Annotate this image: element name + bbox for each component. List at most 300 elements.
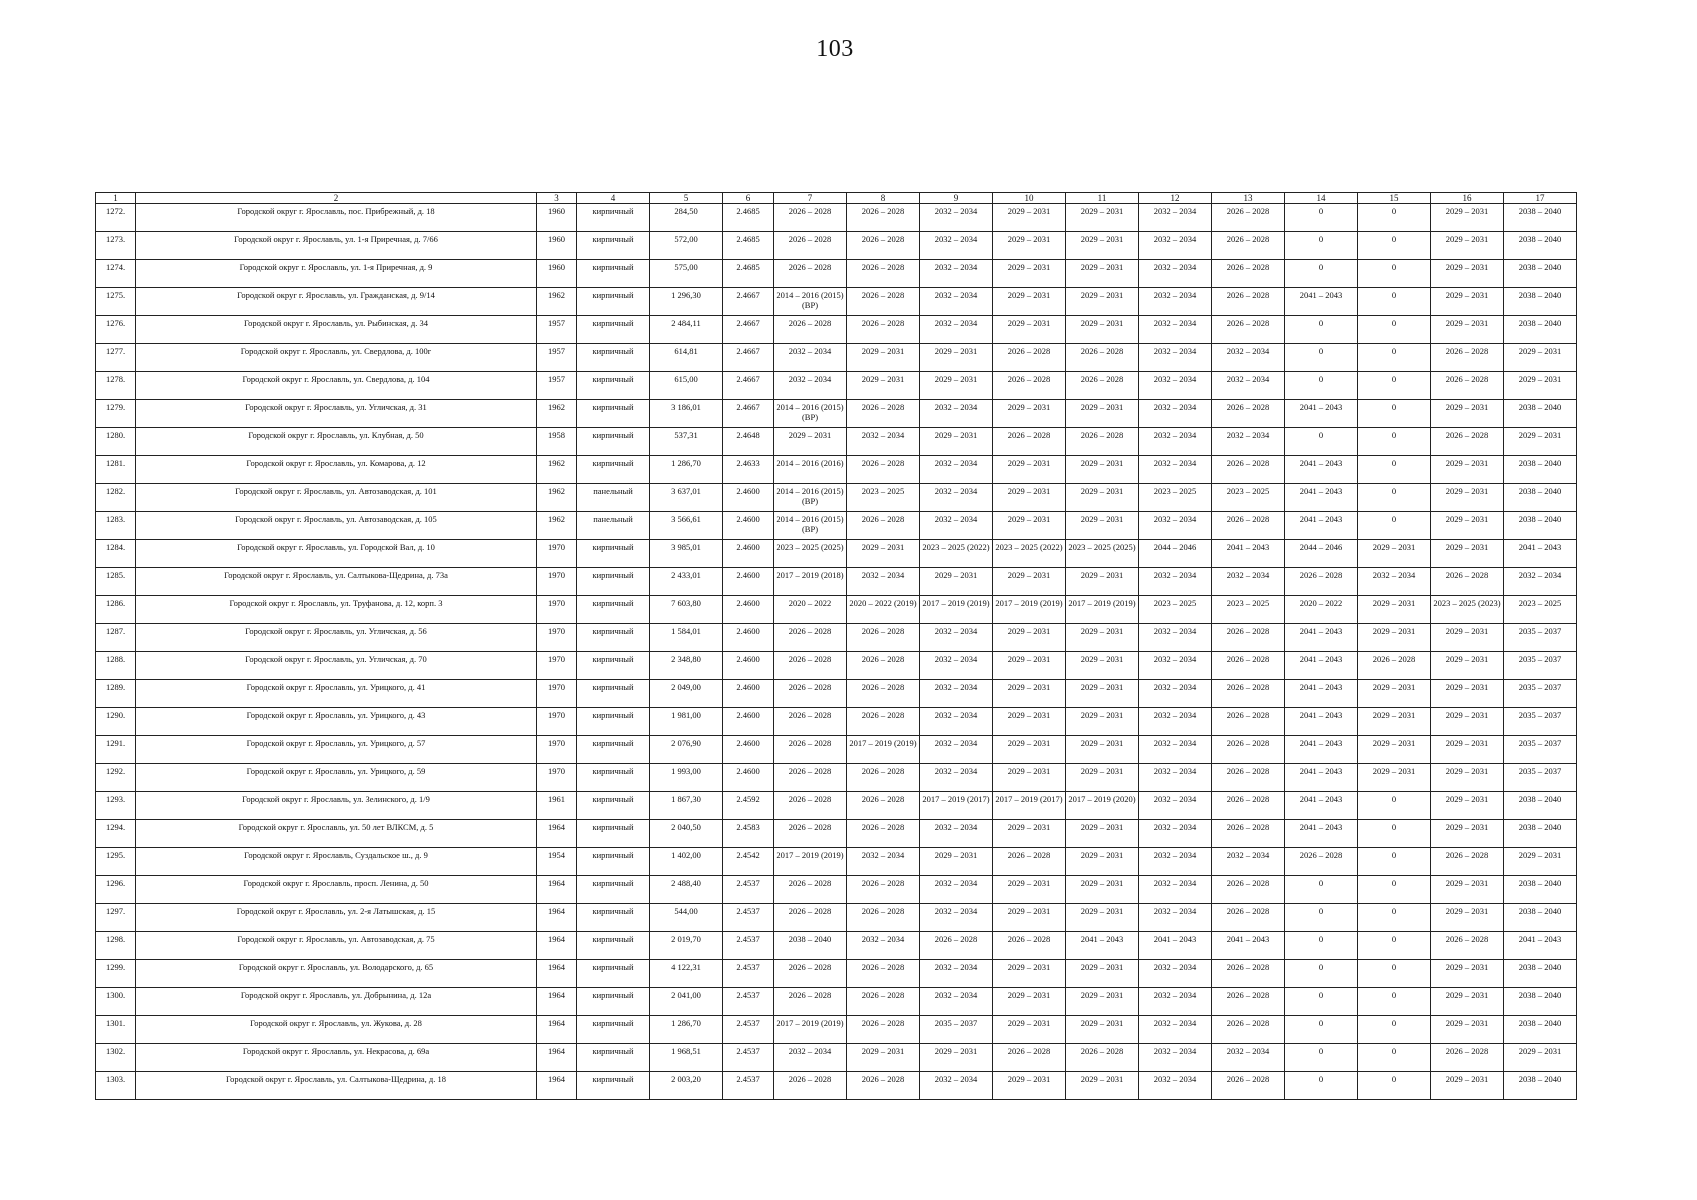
row-number-cell: 1274.: [96, 260, 136, 288]
year-built-cell: 1970: [537, 596, 577, 624]
period-col-13-cell: 2032 – 2034: [1212, 1044, 1285, 1072]
period-col-7-cell: 2026 – 2028: [774, 204, 847, 232]
period-col-9-cell: 2032 – 2034: [920, 456, 993, 484]
area-cell: 2 484,11: [650, 316, 723, 344]
period-col-13-cell: 2026 – 2028: [1212, 456, 1285, 484]
row-number-cell: 1290.: [96, 708, 136, 736]
row-number-cell: 1284.: [96, 540, 136, 568]
period-col-12-cell: 2032 – 2034: [1139, 848, 1212, 876]
period-col-14-cell: 0: [1285, 232, 1358, 260]
period-col-14-cell: 2041 – 2043: [1285, 512, 1358, 540]
period-col-10-cell: 2029 – 2031: [993, 400, 1066, 428]
period-col-10-cell: 2026 – 2028: [993, 1044, 1066, 1072]
row-number-cell: 1303.: [96, 1072, 136, 1100]
period-col-9-cell: 2032 – 2034: [920, 904, 993, 932]
column-header-17: 17: [1504, 193, 1577, 204]
period-col-17-cell: 2038 – 2040: [1504, 288, 1577, 316]
coefficient-cell: 2.4685: [723, 204, 774, 232]
address-cell: Городской округ г. Ярославль, ул. Городской Вал, д. 10: [136, 540, 537, 568]
area-cell: 2 003,20: [650, 1072, 723, 1100]
period-col-9-cell: 2032 – 2034: [920, 876, 993, 904]
row-number-cell: 1277.: [96, 344, 136, 372]
period-col-7-cell: 2032 – 2034: [774, 1044, 847, 1072]
period-col-10-cell: 2029 – 2031: [993, 876, 1066, 904]
wall-material-cell: кирпичный: [577, 988, 650, 1016]
period-col-17-cell: 2038 – 2040: [1504, 792, 1577, 820]
period-col-7-cell: 2026 – 2028: [774, 680, 847, 708]
period-col-14-cell: 0: [1285, 904, 1358, 932]
period-col-16-cell: 2029 – 2031: [1431, 652, 1504, 680]
area-cell: 1 993,00: [650, 764, 723, 792]
period-col-15-cell: 0: [1358, 260, 1431, 288]
period-col-9-cell: 2032 – 2034: [920, 260, 993, 288]
period-col-17-cell: 2029 – 2031: [1504, 1044, 1577, 1072]
period-col-8-cell: 2026 – 2028: [847, 204, 920, 232]
period-col-16-cell: 2029 – 2031: [1431, 988, 1504, 1016]
period-col-17-cell: 2041 – 2043: [1504, 932, 1577, 960]
period-col-8-cell: 2026 – 2028: [847, 792, 920, 820]
period-col-14-cell: 2041 – 2043: [1285, 456, 1358, 484]
wall-material-cell: кирпичный: [577, 736, 650, 764]
coefficient-cell: 2.4667: [723, 316, 774, 344]
period-col-15-cell: 2032 – 2034: [1358, 568, 1431, 596]
period-col-7-cell: 2026 – 2028: [774, 260, 847, 288]
period-col-8-cell: 2023 – 2025: [847, 484, 920, 512]
column-number-header-row: [96, 193, 1577, 204]
period-col-17-cell: 2038 – 2040: [1504, 1016, 1577, 1044]
period-col-15-cell: 2029 – 2031: [1358, 764, 1431, 792]
address-cell: Городской округ г. Ярославль, просп. Ленина, д. 50: [136, 876, 537, 904]
period-col-7-cell: 2026 – 2028: [774, 876, 847, 904]
period-col-14-cell: 0: [1285, 932, 1358, 960]
year-built-cell: 1958: [537, 428, 577, 456]
address-cell: Городской округ г. Ярославль, ул. Жукова, д. 28: [136, 1016, 537, 1044]
period-col-12-cell: 2032 – 2034: [1139, 344, 1212, 372]
period-col-16-cell: 2029 – 2031: [1431, 540, 1504, 568]
period-col-10-cell: 2029 – 2031: [993, 820, 1066, 848]
period-col-13-cell: 2026 – 2028: [1212, 764, 1285, 792]
period-col-8-cell: 2029 – 2031: [847, 540, 920, 568]
address-cell: Городской округ г. Ярославль, ул. Угличская, д. 70: [136, 652, 537, 680]
wall-material-cell: кирпичный: [577, 960, 650, 988]
coefficient-cell: 2.4667: [723, 400, 774, 428]
period-col-8-cell: 2026 – 2028: [847, 1016, 920, 1044]
period-col-7-cell: 2032 – 2034: [774, 344, 847, 372]
period-col-7-cell: 2026 – 2028: [774, 624, 847, 652]
period-col-17-cell: 2038 – 2040: [1504, 484, 1577, 512]
area-cell: 2 040,50: [650, 820, 723, 848]
table-row: [96, 456, 1577, 484]
area-cell: 3 566,61: [650, 512, 723, 540]
period-col-8-cell: 2017 – 2019 (2019): [847, 736, 920, 764]
period-col-9-cell: 2032 – 2034: [920, 652, 993, 680]
area-cell: 615,00: [650, 372, 723, 400]
period-col-14-cell: 0: [1285, 1044, 1358, 1072]
address-cell: Городской округ г. Ярославль, ул. Труфанова, д. 12, корп. 3: [136, 596, 537, 624]
area-cell: 2 041,00: [650, 988, 723, 1016]
table-row: [96, 736, 1577, 764]
period-col-15-cell: 2026 – 2028: [1358, 652, 1431, 680]
period-col-10-cell: 2029 – 2031: [993, 512, 1066, 540]
area-cell: 1 286,70: [650, 456, 723, 484]
period-col-14-cell: 2044 – 2046: [1285, 540, 1358, 568]
period-col-8-cell: 2026 – 2028: [847, 708, 920, 736]
table-row: [96, 316, 1577, 344]
period-col-9-cell: 2032 – 2034: [920, 316, 993, 344]
period-col-10-cell: 2029 – 2031: [993, 652, 1066, 680]
period-col-8-cell: 2032 – 2034: [847, 428, 920, 456]
period-col-13-cell: 2041 – 2043: [1212, 932, 1285, 960]
period-col-17-cell: 2038 – 2040: [1504, 204, 1577, 232]
period-col-14-cell: 2041 – 2043: [1285, 708, 1358, 736]
period-col-13-cell: 2026 – 2028: [1212, 288, 1285, 316]
period-col-9-cell: 2017 – 2019 (2019): [920, 596, 993, 624]
period-col-16-cell: 2029 – 2031: [1431, 456, 1504, 484]
area-cell: 2 433,01: [650, 568, 723, 596]
period-col-11-cell: 2029 – 2031: [1066, 904, 1139, 932]
period-col-16-cell: 2029 – 2031: [1431, 400, 1504, 428]
area-cell: 284,50: [650, 204, 723, 232]
coefficient-cell: 2.4600: [723, 540, 774, 568]
period-col-15-cell: 0: [1358, 904, 1431, 932]
year-built-cell: 1964: [537, 876, 577, 904]
year-built-cell: 1964: [537, 1044, 577, 1072]
period-col-7-cell: 2014 – 2016 (2016): [774, 456, 847, 484]
period-col-13-cell: 2026 – 2028: [1212, 904, 1285, 932]
period-col-12-cell: 2032 – 2034: [1139, 1072, 1212, 1100]
period-col-14-cell: 2041 – 2043: [1285, 764, 1358, 792]
year-built-cell: 1962: [537, 400, 577, 428]
row-number-cell: 1289.: [96, 680, 136, 708]
period-col-12-cell: 2023 – 2025: [1139, 484, 1212, 512]
period-col-11-cell: 2029 – 2031: [1066, 624, 1139, 652]
period-col-7-cell: 2026 – 2028: [774, 736, 847, 764]
period-col-12-cell: 2041 – 2043: [1139, 932, 1212, 960]
period-col-8-cell: 2026 – 2028: [847, 316, 920, 344]
period-col-13-cell: 2023 – 2025: [1212, 596, 1285, 624]
period-col-8-cell: 2020 – 2022 (2019): [847, 596, 920, 624]
period-col-14-cell: 0: [1285, 428, 1358, 456]
period-col-16-cell: 2029 – 2031: [1431, 316, 1504, 344]
period-col-10-cell: 2026 – 2028: [993, 344, 1066, 372]
period-col-9-cell: 2017 – 2019 (2017): [920, 792, 993, 820]
wall-material-cell: кирпичный: [577, 204, 650, 232]
wall-material-cell: кирпичный: [577, 1016, 650, 1044]
period-col-10-cell: 2029 – 2031: [993, 708, 1066, 736]
period-col-14-cell: 2041 – 2043: [1285, 400, 1358, 428]
period-col-9-cell: 2026 – 2028: [920, 932, 993, 960]
period-col-14-cell: 0: [1285, 316, 1358, 344]
row-number-cell: 1296.: [96, 876, 136, 904]
area-cell: 2 049,00: [650, 680, 723, 708]
period-col-8-cell: 2032 – 2034: [847, 932, 920, 960]
period-col-8-cell: 2026 – 2028: [847, 260, 920, 288]
wall-material-cell: кирпичный: [577, 316, 650, 344]
period-col-17-cell: 2035 – 2037: [1504, 708, 1577, 736]
period-col-10-cell: 2023 – 2025 (2022): [993, 540, 1066, 568]
period-col-10-cell: 2017 – 2019 (2019): [993, 596, 1066, 624]
period-col-8-cell: 2026 – 2028: [847, 764, 920, 792]
period-col-8-cell: 2026 – 2028: [847, 400, 920, 428]
period-col-10-cell: 2029 – 2031: [993, 316, 1066, 344]
coefficient-cell: 2.4685: [723, 232, 774, 260]
wall-material-cell: кирпичный: [577, 260, 650, 288]
area-cell: 575,00: [650, 260, 723, 288]
period-col-9-cell: 2032 – 2034: [920, 624, 993, 652]
period-col-15-cell: 2029 – 2031: [1358, 736, 1431, 764]
period-col-15-cell: 0: [1358, 456, 1431, 484]
period-col-14-cell: 2041 – 2043: [1285, 288, 1358, 316]
period-col-7-cell: 2017 – 2019 (2019): [774, 848, 847, 876]
period-col-11-cell: 2029 – 2031: [1066, 260, 1139, 288]
period-col-7-cell: 2014 – 2016 (2015) (ВР): [774, 400, 847, 428]
address-cell: Городской округ г. Ярославль, ул. 1-я Приречная, д. 9: [136, 260, 537, 288]
coefficient-cell: 2.4537: [723, 960, 774, 988]
column-header-2: 2: [136, 193, 537, 204]
period-col-13-cell: 2032 – 2034: [1212, 848, 1285, 876]
table-row: [96, 288, 1577, 316]
period-col-9-cell: 2029 – 2031: [920, 344, 993, 372]
period-col-10-cell: 2029 – 2031: [993, 288, 1066, 316]
period-col-12-cell: 2032 – 2034: [1139, 652, 1212, 680]
coefficient-cell: 2.4667: [723, 372, 774, 400]
table-row: [96, 820, 1577, 848]
coefficient-cell: 2.4537: [723, 932, 774, 960]
wall-material-cell: кирпичный: [577, 848, 650, 876]
period-col-10-cell: 2026 – 2028: [993, 372, 1066, 400]
column-header-6: 6: [723, 193, 774, 204]
period-col-12-cell: 2044 – 2046: [1139, 540, 1212, 568]
table-row: [96, 624, 1577, 652]
year-built-cell: 1960: [537, 260, 577, 288]
period-col-12-cell: 2023 – 2025: [1139, 596, 1212, 624]
period-col-16-cell: 2026 – 2028: [1431, 848, 1504, 876]
year-built-cell: 1957: [537, 372, 577, 400]
row-number-cell: 1298.: [96, 932, 136, 960]
period-col-14-cell: 0: [1285, 260, 1358, 288]
period-col-15-cell: 2029 – 2031: [1358, 680, 1431, 708]
row-number-cell: 1282.: [96, 484, 136, 512]
address-cell: Городской округ г. Ярославль, ул. Володарского, д. 65: [136, 960, 537, 988]
coefficient-cell: 2.4633: [723, 456, 774, 484]
period-col-12-cell: 2032 – 2034: [1139, 1016, 1212, 1044]
period-col-9-cell: 2032 – 2034: [920, 232, 993, 260]
period-col-10-cell: 2029 – 2031: [993, 1016, 1066, 1044]
period-col-11-cell: 2029 – 2031: [1066, 568, 1139, 596]
period-col-9-cell: 2032 – 2034: [920, 736, 993, 764]
coefficient-cell: 2.4537: [723, 988, 774, 1016]
year-built-cell: 1962: [537, 288, 577, 316]
period-col-8-cell: 2029 – 2031: [847, 344, 920, 372]
row-number-cell: 1291.: [96, 736, 136, 764]
row-number-cell: 1272.: [96, 204, 136, 232]
period-col-8-cell: 2032 – 2034: [847, 848, 920, 876]
period-col-13-cell: 2026 – 2028: [1212, 876, 1285, 904]
period-col-12-cell: 2032 – 2034: [1139, 372, 1212, 400]
period-col-8-cell: 2026 – 2028: [847, 232, 920, 260]
period-col-9-cell: 2032 – 2034: [920, 288, 993, 316]
wall-material-cell: кирпичный: [577, 288, 650, 316]
period-col-11-cell: 2029 – 2031: [1066, 960, 1139, 988]
area-cell: 1 968,51: [650, 1044, 723, 1072]
period-col-12-cell: 2032 – 2034: [1139, 764, 1212, 792]
period-col-13-cell: 2026 – 2028: [1212, 960, 1285, 988]
period-col-11-cell: 2029 – 2031: [1066, 848, 1139, 876]
period-col-13-cell: 2026 – 2028: [1212, 400, 1285, 428]
period-col-16-cell: 2023 – 2025 (2023): [1431, 596, 1504, 624]
column-header-8: 8: [847, 193, 920, 204]
area-cell: 1 296,30: [650, 288, 723, 316]
period-col-15-cell: 0: [1358, 428, 1431, 456]
area-cell: 537,31: [650, 428, 723, 456]
period-col-12-cell: 2032 – 2034: [1139, 288, 1212, 316]
year-built-cell: 1964: [537, 988, 577, 1016]
period-col-9-cell: 2032 – 2034: [920, 680, 993, 708]
period-col-14-cell: 0: [1285, 988, 1358, 1016]
coefficient-cell: 2.4542: [723, 848, 774, 876]
period-col-14-cell: 2041 – 2043: [1285, 484, 1358, 512]
period-col-11-cell: 2029 – 2031: [1066, 204, 1139, 232]
period-col-16-cell: 2029 – 2031: [1431, 204, 1504, 232]
column-header-15: 15: [1358, 193, 1431, 204]
period-col-12-cell: 2032 – 2034: [1139, 232, 1212, 260]
period-col-14-cell: 2041 – 2043: [1285, 820, 1358, 848]
period-col-13-cell: 2023 – 2025: [1212, 484, 1285, 512]
period-col-14-cell: 2041 – 2043: [1285, 652, 1358, 680]
period-col-16-cell: 2029 – 2031: [1431, 708, 1504, 736]
column-header-5: 5: [650, 193, 723, 204]
period-col-12-cell: 2032 – 2034: [1139, 624, 1212, 652]
address-cell: Городской округ г. Ярославль, ул. Угличская, д. 56: [136, 624, 537, 652]
area-cell: 3 637,01: [650, 484, 723, 512]
row-number-cell: 1279.: [96, 400, 136, 428]
period-col-10-cell: 2029 – 2031: [993, 960, 1066, 988]
table-row: [96, 960, 1577, 988]
period-col-11-cell: 2017 – 2019 (2019): [1066, 596, 1139, 624]
row-number-cell: 1283.: [96, 512, 136, 540]
coefficient-cell: 2.4600: [723, 652, 774, 680]
period-col-14-cell: 2026 – 2028: [1285, 848, 1358, 876]
coefficient-cell: 2.4537: [723, 904, 774, 932]
table-row: [96, 848, 1577, 876]
period-col-8-cell: 2026 – 2028: [847, 512, 920, 540]
period-col-16-cell: 2026 – 2028: [1431, 568, 1504, 596]
column-header-13: 13: [1212, 193, 1285, 204]
year-built-cell: 1962: [537, 484, 577, 512]
year-built-cell: 1964: [537, 904, 577, 932]
wall-material-cell: кирпичный: [577, 680, 650, 708]
period-col-11-cell: 2029 – 2031: [1066, 1016, 1139, 1044]
wall-material-cell: кирпичный: [577, 820, 650, 848]
row-number-cell: 1278.: [96, 372, 136, 400]
table-row: [96, 232, 1577, 260]
area-cell: 1 867,30: [650, 792, 723, 820]
year-built-cell: 1964: [537, 1072, 577, 1100]
address-cell: Городской округ г. Ярославль, ул. Урицкого, д. 41: [136, 680, 537, 708]
period-col-9-cell: 2023 – 2025 (2022): [920, 540, 993, 568]
period-col-7-cell: 2026 – 2028: [774, 232, 847, 260]
wall-material-cell: кирпичный: [577, 792, 650, 820]
period-col-12-cell: 2032 – 2034: [1139, 428, 1212, 456]
address-cell: Городской округ г. Ярославль, ул. Гражданская, д. 9/14: [136, 288, 537, 316]
period-col-11-cell: 2029 – 2031: [1066, 736, 1139, 764]
period-col-9-cell: 2029 – 2031: [920, 568, 993, 596]
row-number-cell: 1285.: [96, 568, 136, 596]
period-col-11-cell: 2029 – 2031: [1066, 400, 1139, 428]
period-col-17-cell: 2035 – 2037: [1504, 680, 1577, 708]
period-col-14-cell: 0: [1285, 876, 1358, 904]
period-col-8-cell: 2026 – 2028: [847, 1072, 920, 1100]
table-row: [96, 932, 1577, 960]
period-col-7-cell: 2014 – 2016 (2015) (ВР): [774, 512, 847, 540]
period-col-8-cell: 2026 – 2028: [847, 876, 920, 904]
wall-material-cell: кирпичный: [577, 932, 650, 960]
period-col-17-cell: 2029 – 2031: [1504, 848, 1577, 876]
period-col-12-cell: 2032 – 2034: [1139, 568, 1212, 596]
period-col-7-cell: 2026 – 2028: [774, 764, 847, 792]
period-col-9-cell: 2029 – 2031: [920, 372, 993, 400]
period-col-13-cell: 2032 – 2034: [1212, 372, 1285, 400]
period-col-13-cell: 2026 – 2028: [1212, 204, 1285, 232]
year-built-cell: 1960: [537, 204, 577, 232]
table-row: [96, 596, 1577, 624]
row-number-cell: 1297.: [96, 904, 136, 932]
address-cell: Городской округ г. Ярославль, ул. Урицкого, д. 57: [136, 736, 537, 764]
year-built-cell: 1970: [537, 568, 577, 596]
period-col-13-cell: 2026 – 2028: [1212, 988, 1285, 1016]
period-col-17-cell: 2038 – 2040: [1504, 232, 1577, 260]
address-cell: Городской округ г. Ярославль, Суздальское ш., д. 9: [136, 848, 537, 876]
period-col-9-cell: 2032 – 2034: [920, 708, 993, 736]
period-col-12-cell: 2032 – 2034: [1139, 876, 1212, 904]
column-header-10: 10: [993, 193, 1066, 204]
period-col-15-cell: 0: [1358, 1072, 1431, 1100]
period-col-13-cell: 2026 – 2028: [1212, 624, 1285, 652]
period-col-15-cell: 0: [1358, 932, 1431, 960]
period-col-14-cell: 0: [1285, 372, 1358, 400]
period-col-7-cell: 2026 – 2028: [774, 820, 847, 848]
wall-material-cell: кирпичный: [577, 428, 650, 456]
period-col-9-cell: 2032 – 2034: [920, 484, 993, 512]
table-row: [96, 792, 1577, 820]
year-built-cell: 1970: [537, 540, 577, 568]
period-col-15-cell: 0: [1358, 400, 1431, 428]
period-col-12-cell: 2032 – 2034: [1139, 512, 1212, 540]
coefficient-cell: 2.4537: [723, 1016, 774, 1044]
period-col-11-cell: 2026 – 2028: [1066, 344, 1139, 372]
period-col-15-cell: 0: [1358, 512, 1431, 540]
period-col-15-cell: 0: [1358, 792, 1431, 820]
period-col-17-cell: 2038 – 2040: [1504, 876, 1577, 904]
period-col-8-cell: 2029 – 2031: [847, 1044, 920, 1072]
address-cell: Городской округ г. Ярославль, ул. Урицкого, д. 43: [136, 708, 537, 736]
period-col-7-cell: 2026 – 2028: [774, 960, 847, 988]
year-built-cell: 1960: [537, 232, 577, 260]
coefficient-cell: 2.4600: [723, 708, 774, 736]
period-col-11-cell: 2029 – 2031: [1066, 820, 1139, 848]
period-col-7-cell: 2014 – 2016 (2015) (ВР): [774, 484, 847, 512]
period-col-15-cell: 0: [1358, 876, 1431, 904]
period-col-14-cell: 0: [1285, 204, 1358, 232]
period-col-12-cell: 2032 – 2034: [1139, 988, 1212, 1016]
period-col-11-cell: 2029 – 2031: [1066, 1072, 1139, 1100]
area-cell: 1 286,70: [650, 1016, 723, 1044]
year-built-cell: 1964: [537, 1016, 577, 1044]
address-cell: Городской округ г. Ярославль, ул. Некрасова, д. 69а: [136, 1044, 537, 1072]
period-col-16-cell: 2029 – 2031: [1431, 680, 1504, 708]
period-col-11-cell: 2026 – 2028: [1066, 1044, 1139, 1072]
period-col-12-cell: 2032 – 2034: [1139, 316, 1212, 344]
